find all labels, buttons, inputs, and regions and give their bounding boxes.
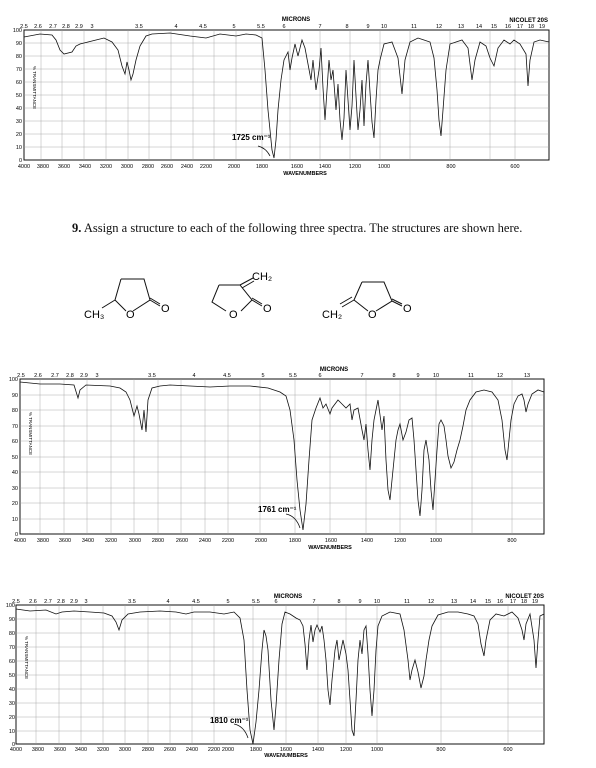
micron-tick: 10 — [432, 373, 440, 379]
micron-tick: 2.6 — [34, 373, 42, 379]
y-tick: 90 — [8, 617, 15, 623]
micron-tick: 2.7 — [51, 373, 59, 379]
y-tick: 70 — [15, 67, 22, 73]
y-tick: 80 — [15, 54, 22, 60]
y-tick: 30 — [8, 701, 15, 707]
x-tick: 2600 — [163, 747, 177, 753]
micron-tick: 6 — [318, 373, 322, 379]
ir-spectrum-2 — [0, 364, 596, 560]
y-tick: 100 — [12, 28, 22, 34]
micron-tick: 4 — [174, 24, 178, 30]
micron-tick: 7 — [318, 24, 322, 30]
micron-tick: 4.5 — [199, 24, 207, 30]
x-tick: 1200 — [348, 164, 362, 170]
x-tick: 2000 — [227, 164, 241, 170]
x-tick: 600 — [503, 747, 513, 753]
x-tick: 1000 — [370, 747, 384, 753]
micron-tick: 18 — [520, 599, 528, 605]
peak-label-2: 1761 cm⁻¹ — [258, 505, 297, 514]
micron-tick: 8 — [345, 24, 349, 30]
y-tick: 10 — [11, 517, 18, 523]
x-tick: 800 — [446, 164, 456, 170]
micron-tick: 4 — [192, 373, 196, 379]
micron-tick: 15 — [490, 24, 498, 30]
structure-a — [102, 279, 160, 311]
y-tick: 40 — [8, 687, 15, 693]
y-tick: 50 — [11, 455, 18, 461]
y-axis-label-1: % TRANSMITTANCE — [32, 66, 37, 110]
x-tick: 1200 — [393, 538, 407, 544]
micron-tick: 2.5 — [20, 24, 28, 30]
microns-title-2: MICRONS — [319, 367, 349, 373]
x-ticks-1 — [18, 164, 520, 170]
micron-tick: 4.5 — [223, 373, 231, 379]
x-tick: 3000 — [128, 538, 142, 544]
micron-tick: 19 — [538, 24, 546, 30]
y-tick: 0 — [14, 532, 18, 538]
micron-tick: 10 — [373, 599, 381, 605]
x-tick: 3200 — [104, 538, 118, 544]
y-tick: 90 — [15, 41, 22, 47]
x-tick: 4000 — [17, 164, 31, 170]
y-tick: 50 — [8, 673, 15, 679]
x-tick: 3400 — [74, 747, 88, 753]
x-tick: 1000 — [429, 538, 443, 544]
x-tick: 2400 — [185, 747, 199, 753]
y-ticks-2 — [9, 377, 18, 538]
micron-tick: 3.5 — [135, 24, 143, 30]
x-tick: 3400 — [78, 164, 92, 170]
spectrum-3-grid — [16, 605, 544, 744]
x-tick: 2200 — [207, 747, 221, 753]
y-tick: 90 — [11, 393, 18, 399]
y-ticks-1 — [13, 28, 22, 164]
y-tick: 60 — [15, 80, 22, 86]
x-tick: 3600 — [57, 164, 71, 170]
y-tick: 30 — [11, 486, 18, 492]
micron-tick: 12 — [435, 24, 443, 30]
y-tick: 40 — [11, 470, 18, 476]
micron-tick: 14 — [469, 599, 477, 605]
micron-tick: 5 — [261, 373, 265, 379]
x-tick: 2200 — [221, 538, 235, 544]
x-tick: 2200 — [199, 164, 213, 170]
x-tick: 1200 — [339, 747, 353, 753]
micron-tick: 8 — [392, 373, 396, 379]
x-axis-label-3: WAVENUMBERS — [264, 753, 308, 759]
y-tick: 60 — [11, 439, 18, 445]
x-tick: 1800 — [255, 164, 269, 170]
micron-tick: 5.5 — [289, 373, 297, 379]
micron-tick: 11 — [411, 24, 417, 30]
micron-tick: 2.5 — [12, 599, 20, 605]
micron-tick: 19 — [531, 599, 539, 605]
micron-tick: 6 — [282, 24, 286, 30]
micron-tick: 15 — [484, 599, 492, 605]
micron-tick: 13 — [450, 599, 458, 605]
x-tick: 2400 — [180, 164, 194, 170]
micron-tick: 5 — [226, 599, 230, 605]
structure-c-substituent: CH₂ — [322, 309, 343, 321]
y-tick: 0 — [18, 158, 22, 164]
micron-tick: 3 — [90, 24, 94, 30]
micron-tick: 18 — [527, 24, 535, 30]
x-ticks-3 — [10, 747, 513, 753]
micron-tick: 14 — [475, 24, 483, 30]
y-tick: 10 — [8, 729, 15, 735]
micron-tick: 9 — [366, 24, 370, 30]
structure-a-carbonyl-o: O — [161, 303, 170, 315]
question-9 — [72, 221, 522, 236]
structure-b-ring-o: O — [229, 309, 238, 321]
micron-tick: 16 — [504, 24, 512, 30]
x-tick: 2000 — [254, 538, 268, 544]
micron-tick: 2.9 — [75, 24, 83, 30]
y-tick: 70 — [11, 424, 18, 430]
x-tick: 1000 — [377, 164, 391, 170]
peak-arrow-1 — [258, 146, 270, 156]
y-tick: 100 — [5, 603, 15, 609]
micron-tick: 2.8 — [66, 373, 74, 379]
x-tick: 2800 — [141, 164, 155, 170]
x-tick: 3400 — [81, 538, 95, 544]
x-tick: 3000 — [120, 164, 134, 170]
x-tick: 3800 — [31, 747, 45, 753]
y-tick: 10 — [15, 145, 22, 151]
x-tick: 1400 — [318, 164, 332, 170]
structure-b-substituent: CH₂ — [252, 271, 273, 283]
micron-tick: 17 — [509, 599, 517, 605]
peak-label-3: 1810 cm⁻¹ — [210, 716, 249, 725]
x-tick: 1400 — [360, 538, 374, 544]
y-tick: 30 — [15, 119, 22, 125]
y-tick: 80 — [8, 631, 15, 637]
y-tick: 20 — [8, 715, 15, 721]
x-tick: 2600 — [160, 164, 174, 170]
micron-tick: 9 — [416, 373, 420, 379]
x-ticks-2 — [14, 538, 517, 544]
question-number: 9. — [72, 221, 82, 235]
x-tick: 800 — [507, 538, 517, 544]
micron-tick: 2.7 — [44, 599, 52, 605]
micron-ticks-2 — [17, 373, 530, 379]
x-tick: 4000 — [13, 538, 27, 544]
y-tick: 100 — [8, 377, 18, 383]
micron-tick: 13 — [523, 373, 531, 379]
x-tick: 2600 — [175, 538, 189, 544]
micron-tick: 2.8 — [62, 24, 70, 30]
spectrum-1-trace — [24, 33, 549, 158]
structure-c-ring-o: O — [368, 309, 377, 321]
x-tick: 2800 — [151, 538, 165, 544]
y-tick: 60 — [8, 659, 15, 665]
micron-tick: 2.9 — [70, 599, 78, 605]
x-axis-label-2: WAVENUMBERS — [308, 545, 352, 551]
x-tick: 600 — [510, 164, 520, 170]
micron-tick: 11 — [404, 599, 410, 605]
x-tick: 3600 — [58, 538, 72, 544]
y-tick: 0 — [11, 742, 15, 748]
x-tick: 3800 — [36, 538, 50, 544]
micron-tick: 2.6 — [34, 24, 42, 30]
micron-tick: 2.9 — [80, 373, 88, 379]
micron-tick: 3.5 — [148, 373, 156, 379]
spectrum-3-trace — [16, 609, 544, 744]
y-ticks-3 — [6, 603, 15, 748]
y-tick: 70 — [8, 645, 15, 651]
micron-tick: 7 — [360, 373, 364, 379]
structure-a-substituent: CH₃ — [84, 309, 105, 321]
peak-label-1: 1725 cm⁻¹ — [232, 133, 271, 142]
micron-ticks-3 — [12, 599, 538, 605]
x-tick: 3200 — [99, 164, 113, 170]
x-tick: 1800 — [249, 747, 263, 753]
micron-tick: 16 — [496, 599, 504, 605]
x-tick: 2000 — [221, 747, 235, 753]
x-tick: 1800 — [288, 538, 302, 544]
question-text: Assign a structure to each of the following three spectra. The structures are shown here. — [83, 221, 523, 235]
structure-c — [340, 282, 402, 311]
x-tick: 3000 — [118, 747, 132, 753]
structure-c-carbonyl-o: O — [403, 303, 412, 315]
y-tick: 50 — [15, 93, 22, 99]
x-tick: 3800 — [36, 164, 50, 170]
micron-tick: 2.7 — [49, 24, 57, 30]
spectrum-1-grid — [24, 43, 549, 147]
micron-tick: 4.5 — [192, 599, 200, 605]
y-axis-label-3: % TRANSMITTANCE — [24, 636, 29, 680]
micron-tick: 2.8 — [57, 599, 65, 605]
x-tick: 1400 — [311, 747, 325, 753]
y-tick: 20 — [11, 501, 18, 507]
micron-tick: 8 — [337, 599, 341, 605]
y-tick: 20 — [15, 132, 22, 138]
micron-tick: 6 — [274, 599, 278, 605]
brand-1: NICOLET 20S — [509, 18, 548, 24]
peak-arrow-2 — [286, 514, 300, 528]
x-tick: 3200 — [96, 747, 110, 753]
micron-tick: 7 — [312, 599, 316, 605]
microns-title-3: MICRONS — [273, 594, 303, 600]
microns-title-1: MICRONS — [281, 17, 311, 23]
brand-3: NICOLET 20S — [505, 594, 544, 600]
ir-spectrum-3 — [0, 590, 596, 766]
micron-ticks-1 — [20, 24, 545, 30]
x-tick: 3600 — [53, 747, 67, 753]
structure-b-carbonyl-o: O — [263, 303, 272, 315]
micron-tick: 2.5 — [17, 373, 25, 379]
structures-row — [0, 262, 596, 332]
x-tick: 2400 — [198, 538, 212, 544]
ir-spectrum-1 — [0, 14, 596, 186]
y-tick: 40 — [15, 106, 22, 112]
y-tick: 80 — [11, 408, 18, 414]
micron-tick: 2.6 — [29, 599, 37, 605]
x-tick: 1600 — [324, 538, 338, 544]
micron-tick: 5.5 — [252, 599, 260, 605]
structure-a-ring-o: O — [126, 309, 135, 321]
spectrum-3-frame — [16, 605, 544, 744]
micron-tick: 10 — [380, 24, 388, 30]
micron-tick: 5 — [232, 24, 236, 30]
micron-tick: 3.5 — [128, 599, 136, 605]
micron-tick: 3 — [95, 373, 99, 379]
x-axis-label-1: WAVENUMBERS — [283, 171, 327, 177]
micron-tick: 13 — [457, 24, 465, 30]
x-tick: 4000 — [9, 747, 23, 753]
micron-tick: 9 — [358, 599, 362, 605]
x-tick: 800 — [436, 747, 446, 753]
micron-tick: 4 — [166, 599, 170, 605]
micron-tick: 17 — [516, 24, 524, 30]
x-tick: 1600 — [290, 164, 304, 170]
x-tick: 1600 — [279, 747, 293, 753]
y-axis-label-2: % TRANSMITTANCE — [28, 412, 33, 456]
micron-tick: 12 — [427, 599, 435, 605]
micron-tick: 3 — [84, 599, 88, 605]
micron-tick: 11 — [468, 373, 474, 379]
x-tick: 2800 — [141, 747, 155, 753]
micron-tick: 5.5 — [257, 24, 265, 30]
micron-tick: 12 — [496, 373, 504, 379]
